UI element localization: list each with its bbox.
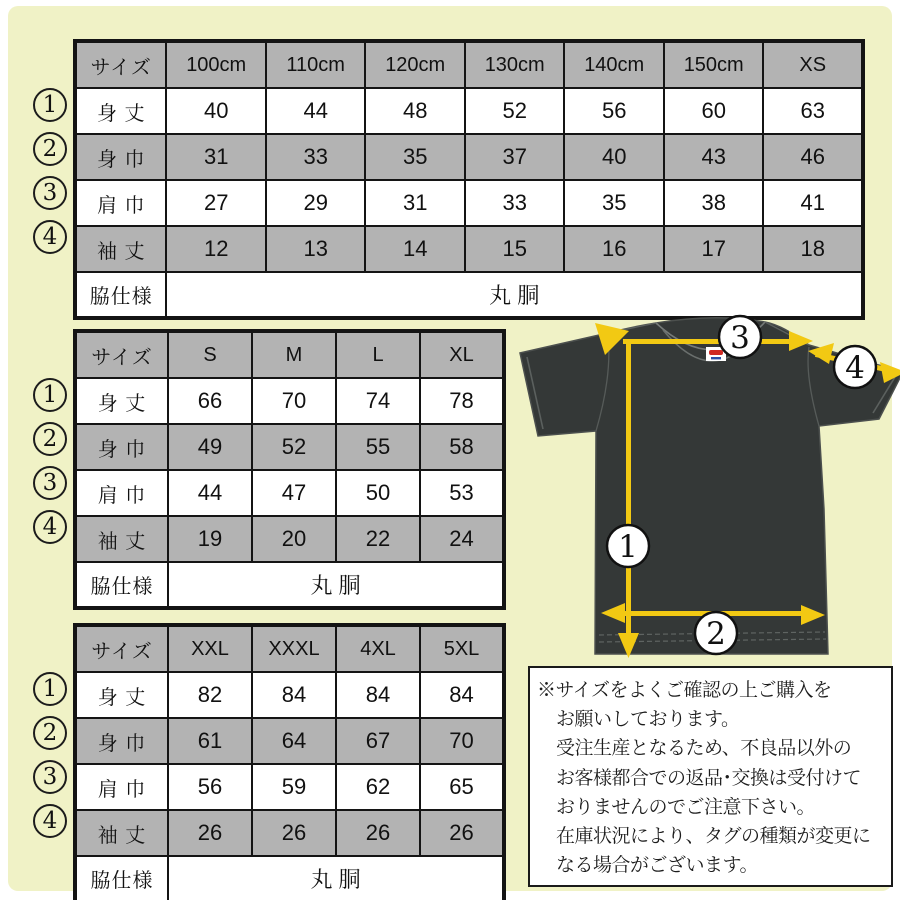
column-header: XL [420,331,504,378]
column-header: M [252,331,336,378]
svg-text:4: 4 [845,350,865,386]
size-value: 58 [420,424,504,470]
footer-value: 丸 胴 [168,562,504,608]
row-label: 袖 丈 [75,226,166,272]
plus-size-table-section [28,623,506,900]
size-value: 84 [420,672,504,718]
size-value: 47 [252,470,336,516]
size-value: 49 [168,424,252,470]
size-value: 56 [564,88,664,134]
svg-text:1: 1 [618,529,638,565]
size-value: 35 [365,134,465,180]
size-value: 66 [168,378,252,424]
size-value: 84 [336,672,420,718]
size-value: 78 [420,378,504,424]
table-footer-row [75,562,504,608]
size-value: 48 [365,88,465,134]
table-row [75,470,504,516]
table-row [75,672,504,718]
size-value: 44 [266,88,366,134]
size-value: 20 [252,516,336,562]
row-label: 身 巾 [75,718,168,764]
kids-size-table-section [28,39,865,320]
size-value: 52 [465,88,565,134]
table-row [75,810,504,856]
note-line: 受注生産となるため、不良品以外の [556,738,852,760]
circled-number-3: 3 [33,176,67,210]
column-header: XXXL [252,625,336,672]
footer-label: 脇仕様 [75,272,166,318]
size-value: 27 [166,180,266,226]
circled-number-2: 2 [33,716,67,750]
row-label: 身 巾 [75,134,166,180]
row-label: 身 丈 [75,378,168,424]
row-label: 袖 丈 [75,810,168,856]
kids-size-table [73,39,865,320]
size-value: 17 [664,226,764,272]
column-header: 110cm [266,41,366,88]
size-value: 46 [763,134,863,180]
column-header: 130cm [465,41,565,88]
circled-number-1: 1 [33,88,67,122]
column-header: L [336,331,420,378]
size-value: 52 [252,424,336,470]
sheet-canvas [8,6,892,891]
size-value: 70 [252,378,336,424]
size-value: 74 [336,378,420,424]
size-value: 84 [252,672,336,718]
size-value: 41 [763,180,863,226]
size-value: 31 [166,134,266,180]
row-label: 身 丈 [75,672,168,718]
column-header: サイズ [75,625,168,672]
size-value: 15 [465,226,565,272]
size-value: 38 [664,180,764,226]
row-label: 身 丈 [75,88,166,134]
size-value: 62 [336,764,420,810]
table-header-row [75,331,504,378]
circled-number-1: 1 [33,672,67,706]
note-line: なる場合がございます。 [556,855,758,877]
size-value: 82 [168,672,252,718]
row-label: 身 巾 [75,424,168,470]
size-value: 22 [336,516,420,562]
size-value: 19 [168,516,252,562]
svg-text:3: 3 [730,320,750,356]
table-row [75,718,504,764]
table-header-row [75,625,504,672]
note-line: おりませんのでご注意下さい。 [556,796,816,818]
footer-label: 脇仕様 [75,856,168,900]
circled-number-2: 2 [33,422,67,456]
adult-size-table [73,329,506,610]
circled-number-3: 3 [33,466,67,500]
table-footer-row [75,856,504,900]
row-label: 袖 丈 [75,516,168,562]
size-value: 33 [266,134,366,180]
size-value: 26 [420,810,504,856]
size-value: 44 [168,470,252,516]
row-label: 肩 巾 [75,180,166,226]
circled-number-4: 4 [33,510,67,544]
note-line: お客様都合での返品･交換は受付けて [556,767,862,789]
size-value: 70 [420,718,504,764]
size-value: 67 [336,718,420,764]
table-row [75,516,504,562]
column-header: 140cm [564,41,664,88]
footer-value: 丸 胴 [168,856,504,900]
size-value: 33 [465,180,565,226]
table-row [75,88,863,134]
size-value: 16 [564,226,664,272]
tshirt-measurement-diagram [513,309,900,661]
size-value: 24 [420,516,504,562]
size-value: 37 [465,134,565,180]
size-value: 26 [252,810,336,856]
diagram-marker-2 [695,612,737,654]
size-value: 40 [564,134,664,180]
column-header: 5XL [420,625,504,672]
table-row [75,764,504,810]
circled-number-2: 2 [33,132,67,166]
size-value: 43 [664,134,764,180]
table-row [75,180,863,226]
circled-number-1: 1 [33,378,67,412]
purchase-notice-box [528,666,893,887]
column-header: 120cm [365,41,465,88]
adult-size-table-section [28,329,506,610]
size-value: 35 [564,180,664,226]
column-header: XXL [168,625,252,672]
column-header: S [168,331,252,378]
size-value: 63 [763,88,863,134]
column-header: サイズ [75,41,166,88]
size-value: 14 [365,226,465,272]
size-value: 65 [420,764,504,810]
size-value: 53 [420,470,504,516]
row-label: 肩 巾 [75,470,168,516]
size-value: 26 [336,810,420,856]
diagram-marker-1 [607,525,649,567]
column-header: 4XL [336,625,420,672]
footer-value: 丸 胴 [166,272,863,318]
table-row [75,378,504,424]
circled-number-4: 4 [33,220,67,254]
size-value: 40 [166,88,266,134]
note-line: お願いしております。 [556,709,740,731]
size-value: 56 [168,764,252,810]
size-value: 12 [166,226,266,272]
size-value: 55 [336,424,420,470]
table-row [75,226,863,272]
circled-number-4: 4 [33,804,67,838]
table-row [75,134,863,180]
size-value: 60 [664,88,764,134]
column-header: 150cm [664,41,764,88]
diagram-marker-4 [834,346,876,388]
note-line: 在庫状況により、タグの種類が変更に [556,826,871,848]
svg-text:2: 2 [706,616,726,652]
circled-number-3: 3 [33,760,67,794]
size-value: 29 [266,180,366,226]
size-value: 61 [168,718,252,764]
size-value: 59 [252,764,336,810]
size-value: 31 [365,180,465,226]
plus-size-table [73,623,506,900]
column-header: XS [763,41,863,88]
size-value: 18 [763,226,863,272]
row-label: 肩 巾 [75,764,168,810]
table-row [75,424,504,470]
size-value: 50 [336,470,420,516]
note-line: ※サイズをよくご確認の上ご購入を [537,680,832,701]
size-value: 64 [252,718,336,764]
size-value: 13 [266,226,366,272]
table-header-row [75,41,863,88]
diagram-marker-3 [719,316,761,358]
column-header: 100cm [166,41,266,88]
column-header: サイズ [75,331,168,378]
footer-label: 脇仕様 [75,562,168,608]
size-value: 26 [168,810,252,856]
